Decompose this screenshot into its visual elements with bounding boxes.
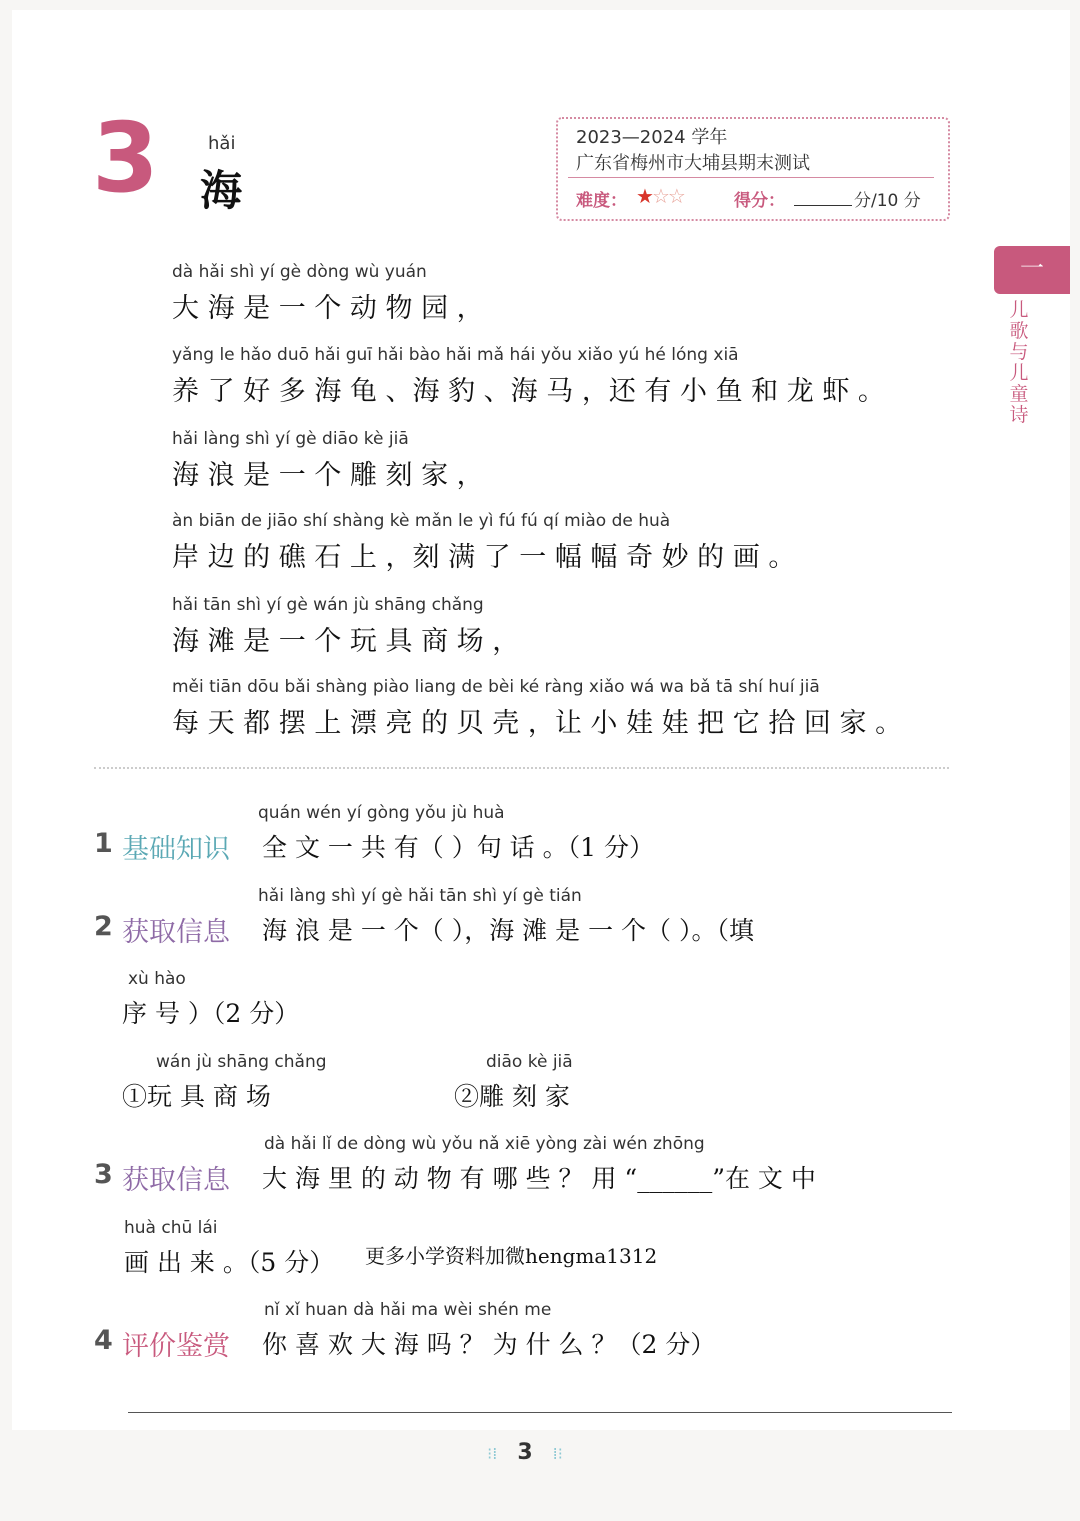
- star-empty-icon: ☆: [667, 184, 684, 208]
- answer-line[interactable]: [128, 1412, 952, 1413]
- question-pinyin: dà hǎi lǐ de dòng wù yǒu nǎ xiē yòng zài wén zhōng: [264, 1134, 705, 1154]
- poem-line: 海 浪 是 一 个 雕 刻 家 ，: [172, 460, 484, 491]
- exam-place: 广东省梅州市大埔县期末测试: [576, 153, 810, 174]
- section-divider: [94, 767, 949, 769]
- question-pinyin: huà chū lái: [124, 1218, 218, 1238]
- dots-decoration-icon: ⁝⁞: [487, 1444, 498, 1463]
- page-footer: [0, 1440, 1050, 1465]
- question-text-continued: 画 出 来 。（5 分）: [124, 1248, 335, 1277]
- question-pinyin: xù hào: [128, 969, 186, 989]
- question-number: 4: [94, 1325, 113, 1356]
- poem-line-pinyin: àn biān de jiāo shí shàng kè mǎn le yì fú fú qí miào de huà: [172, 511, 671, 531]
- question-text: 大 海 里 的 动 物 有 哪 些 ？ 用 “______”在 文 中: [262, 1164, 816, 1193]
- poem-line-pinyin: hǎi tān shì yí gè wán jù shāng chǎng: [172, 595, 484, 615]
- promo-text: 更多小学资料加微hengma1312: [365, 1244, 658, 1268]
- poem-line-pinyin: hǎi làng shì yí gè diāo kè jiā: [172, 429, 409, 449]
- score-label: 得分：: [734, 191, 785, 211]
- question-pinyin: quán wén yí gòng yǒu jù huà: [258, 803, 505, 823]
- question-text: 海 浪 是 一 个（ ），海 滩 是 一 个（ ）。（填: [262, 916, 754, 945]
- question-text-continued: 序 号 ）（2 分）: [122, 999, 300, 1028]
- lesson-number: 3: [92, 102, 159, 214]
- question-number: 1: [94, 828, 113, 859]
- option-item[interactable]: ②雕 刻 家: [454, 1082, 570, 1111]
- difficulty-stars: [636, 184, 684, 208]
- difficulty-label: 难度：: [576, 191, 627, 211]
- dots-decoration-icon: ⁞⁝: [552, 1444, 563, 1463]
- score-total: 分/10 分: [854, 191, 921, 211]
- question-pinyin: hǎi làng shì yí gè hǎi tān shì yí gè tián: [258, 886, 582, 906]
- option-pinyin: diāo kè jiā: [486, 1052, 573, 1072]
- question-text: 全 文 一 共 有（ ）句 话 。（1 分）: [262, 833, 654, 862]
- poem-line-pinyin: dà hǎi shì yí gè dòng wù yuán: [172, 262, 427, 282]
- question-pinyin: nǐ xǐ huan dà hǎi ma wèi shén me: [264, 1300, 552, 1320]
- exam-year: 2023—2024 学年: [576, 127, 728, 148]
- question-type: 获取信息: [122, 1165, 230, 1196]
- question-type: 评价鉴赏: [122, 1331, 230, 1362]
- exam-divider: [568, 177, 934, 178]
- title-pinyin: hǎi: [208, 133, 236, 154]
- exam-info-box: [556, 117, 950, 221]
- page-number: 3: [517, 1440, 533, 1465]
- poem-line-pinyin: měi tiān dōu bǎi shàng piào liang de bèi ké ràng xiǎo wá wa bǎ tā shí huí jiā: [172, 677, 820, 697]
- poem-line: 海 滩 是 一 个 玩 具 商 场 ，: [172, 626, 520, 657]
- question-number: 3: [94, 1159, 113, 1190]
- lesson-title: 海: [200, 166, 243, 215]
- question-number: 2: [94, 911, 113, 942]
- question-text: 你 喜 欢 大 海 吗 ？ 为 什 么 ？（2 分）: [262, 1330, 716, 1359]
- question-type: 基础知识: [122, 834, 230, 865]
- poem-line-pinyin: yǎng le hǎo duō hǎi guī hǎi bào hǎi mǎ hái yǒu xiǎo yú hé lóng xiā: [172, 345, 739, 365]
- poem-line: 岸 边 的 礁 石 上 ，刻 满 了 一 幅 幅 奇 妙 的 画 。: [172, 542, 796, 573]
- poem-line: 每 天 都 摆 上 漂 亮 的 贝 壳 ，让 小 娃 娃 把 它 拾 回 家 。: [172, 708, 903, 739]
- star-filled-icon: ★: [636, 184, 652, 208]
- question-type: 获取信息: [122, 917, 230, 948]
- poem-line: 大 海 是 一 个 动 物 园 ，: [172, 293, 484, 324]
- score-blank: [794, 205, 852, 206]
- star-empty-icon: ☆: [651, 184, 668, 208]
- option-pinyin: wán jù shāng chǎng: [156, 1052, 327, 1072]
- poem-line: 养 了 好 多 海 龟 、海 豹 、海 马 ，还 有 小 鱼 和 龙 虾 。: [172, 376, 885, 407]
- unit-tab[interactable]: 一: [994, 246, 1070, 294]
- option-item[interactable]: ①玩 具 商 场: [122, 1082, 271, 1111]
- unit-label: 儿歌与儿童诗: [1009, 299, 1029, 426]
